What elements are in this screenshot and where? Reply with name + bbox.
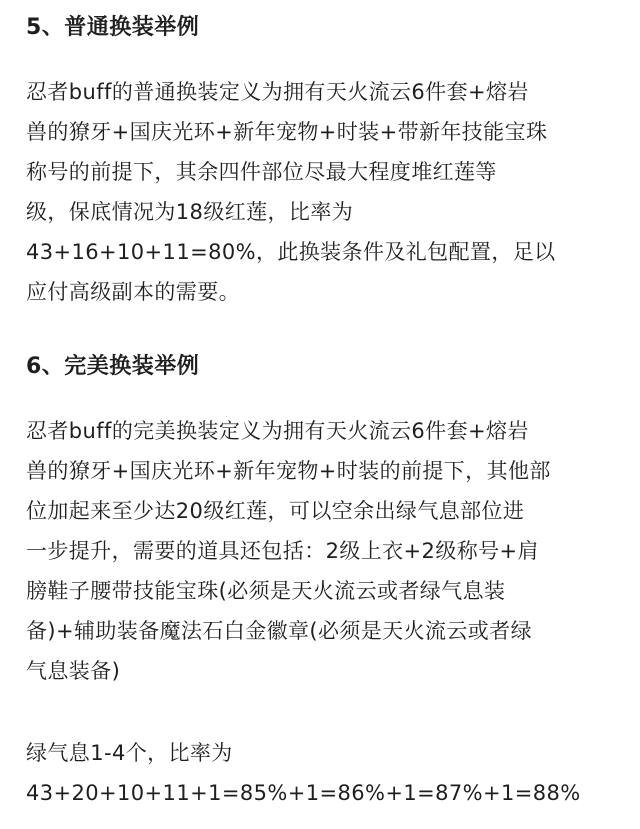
paragraph-normal-outfit [26, 72, 556, 312]
text-line: 43+20+10+11+1=85%+1=86%+1=87%+1=88% [26, 781, 581, 805]
text-line: 43+16+10+11=80%，此换装条件及礼包配置，足以 [26, 240, 556, 264]
text-line: 称号的前提下，其余四件部位尽最大程度堆红莲等 [26, 160, 497, 184]
text-line: 应付高级副本的需要。 [26, 280, 240, 304]
section-heading-normal-outfit: 5、普通换装举例 [26, 15, 200, 40]
text-line: 级，保底情况为18级红莲，比率为 [26, 200, 354, 224]
text-line: 兽的獠牙+国庆光环+新年宠物+时装的前提下，其他部 [26, 459, 551, 483]
text-line: 备)+辅助装备魔法石白金徽章(必须是天火流云或者绿 [26, 619, 532, 643]
text-line: 膀鞋子腰带技能宝珠(必须是天火流云或者绿气息装 [26, 579, 506, 603]
paragraph-green-aura-ratio [26, 733, 581, 813]
text-line: 位加起来至少达20级红莲，可以空余出绿气息部位进 [26, 499, 525, 523]
text-line: 绿气息1-4个，比率为 [26, 741, 233, 765]
text-line: 气息装备) [26, 659, 121, 683]
text-line: 一步提升，需要的道具还包括：2级上衣+2级称号+肩 [26, 539, 539, 563]
text-line: 忍者buff的完美换装定义为拥有天火流云6件套+熔岩 [26, 419, 529, 443]
text-line: 忍者buff的普通换装定义为拥有天火流云6件套+熔岩 [26, 80, 529, 104]
section-heading-perfect-outfit: 6、完美换装举例 [26, 354, 200, 379]
paragraph-perfect-outfit [26, 411, 551, 691]
text-line: 兽的獠牙+国庆光环+新年宠物+时装+带新年技能宝珠 [26, 120, 548, 144]
